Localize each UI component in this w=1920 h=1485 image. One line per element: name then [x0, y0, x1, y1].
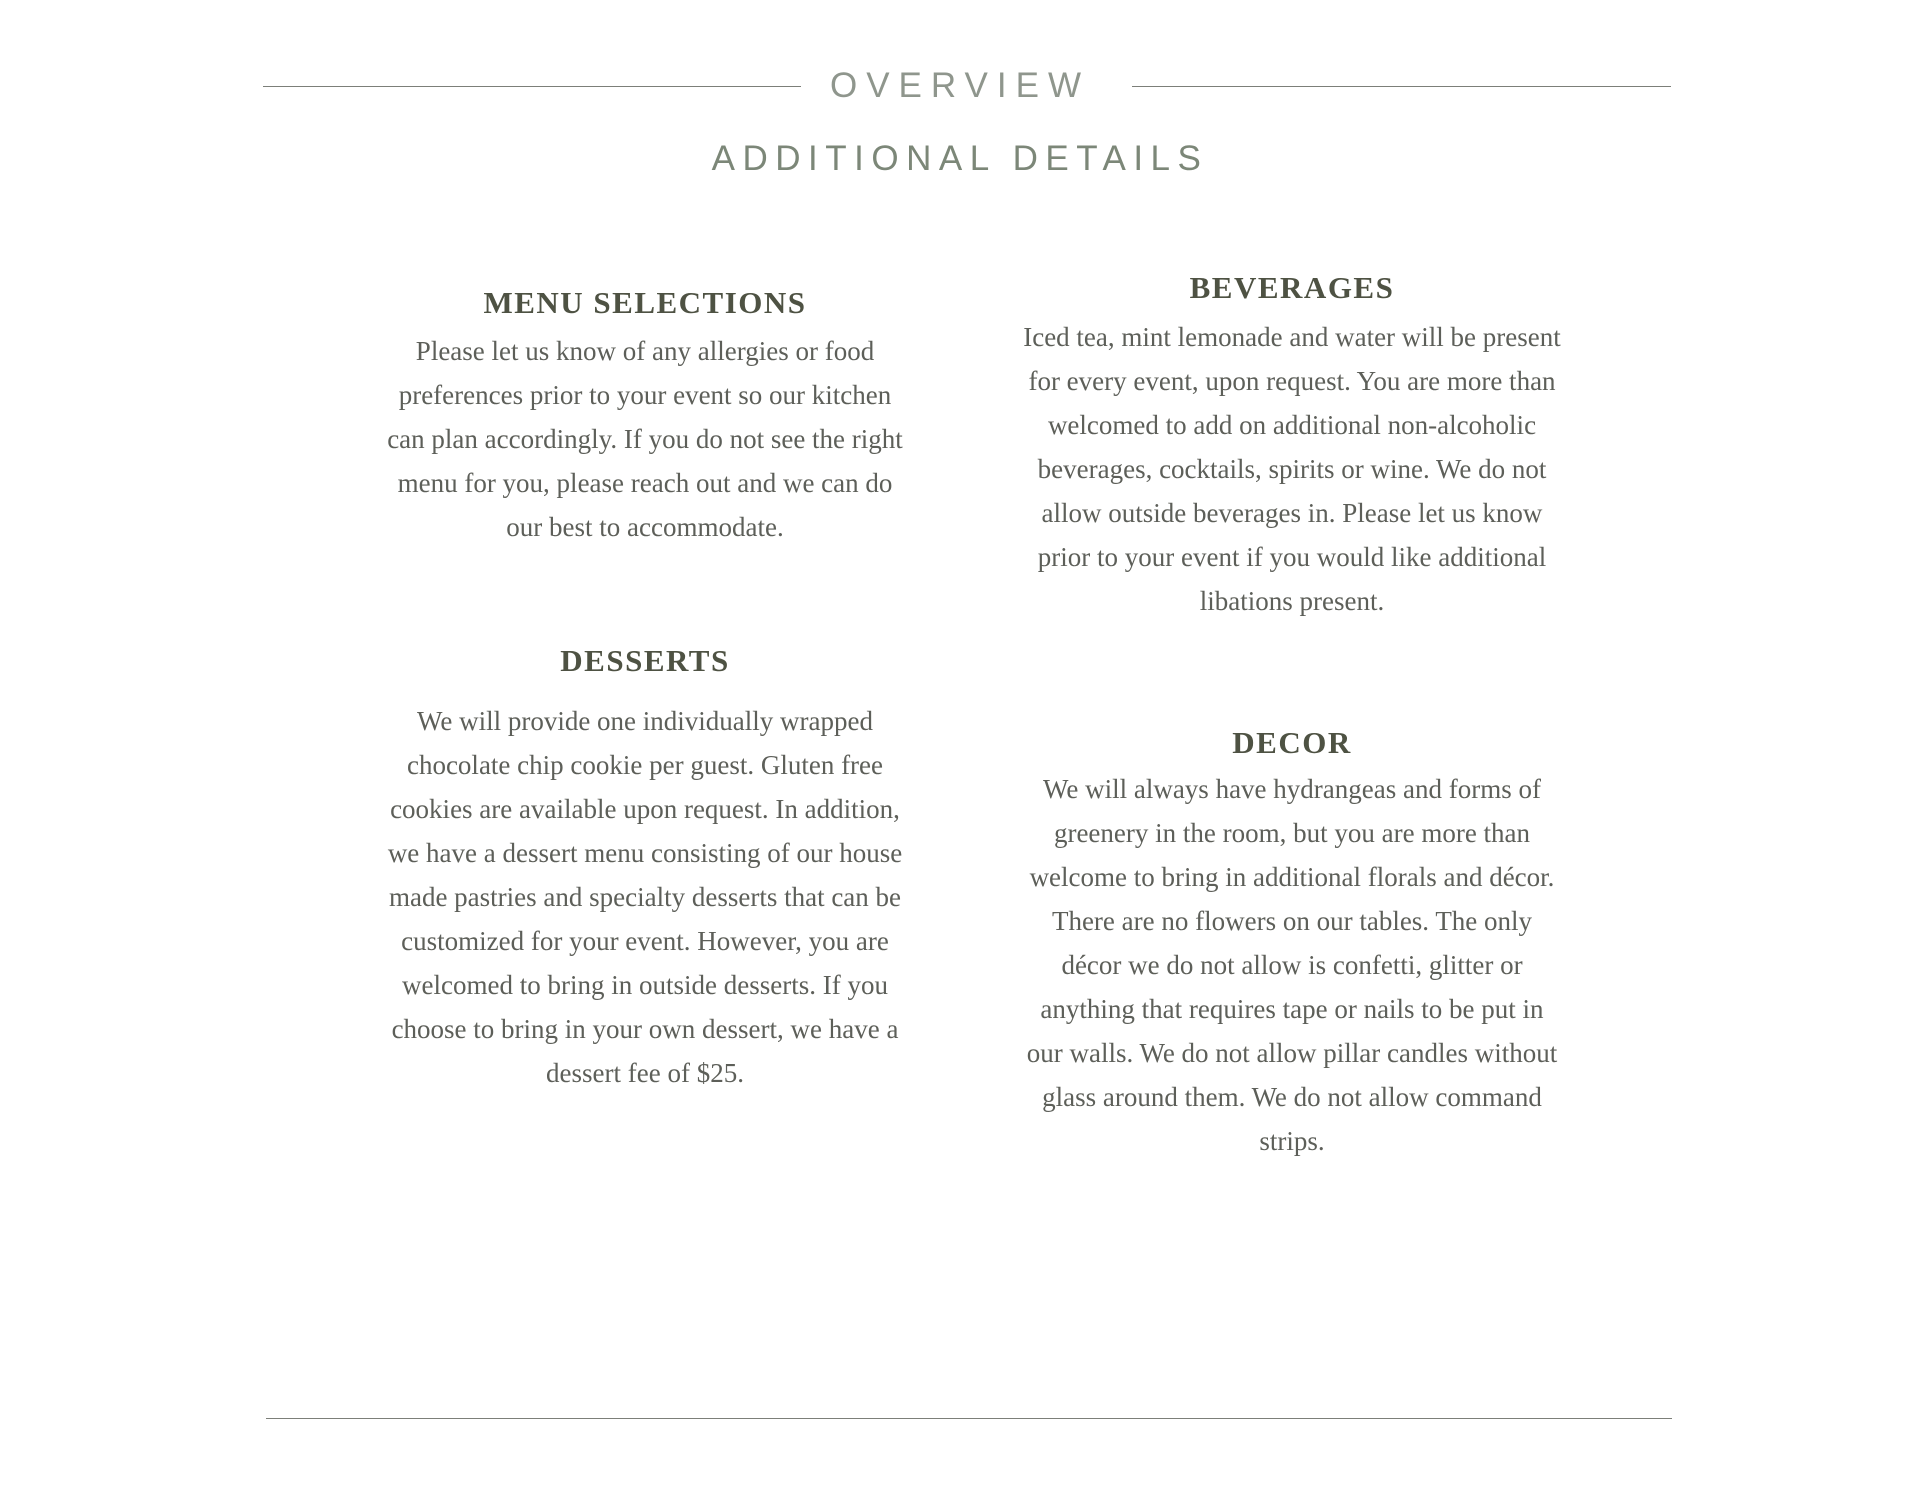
page-title: ADDITIONAL DETAILS [711, 139, 1209, 178]
desserts-section [378, 641, 912, 1095]
menu-selections-section [378, 283, 912, 549]
desserts-body: We will provide one individually wrapped chocolate chip cookie per guest. Gluten free cookies are available upon request. In addition, we have a dessert menu consisting of our house made pastries and specialty desserts that can be customized for your event. However, you are welcomed to bring in outside desserts. If you choose to bring in your own dessert, we have a dessert fee of $25. [387, 706, 903, 1088]
desserts-heading: DESSERTS [560, 643, 730, 678]
decor-heading: DECOR [1232, 725, 1352, 760]
menu-selections-heading: MENU SELECTIONS [483, 285, 807, 320]
footer-rule [266, 1418, 1672, 1419]
beverages-section [1022, 268, 1562, 623]
section-label: OVERVIEW [829, 66, 1090, 105]
decor-section [1022, 723, 1562, 1163]
menu-selections-body: Please let us know of any allergies or food preferences prior to your event so our kitchen can plan accordingly. If you do not see the right menu for you, please reach out and we can do our best to accommodate. [387, 336, 903, 542]
beverages-heading: BEVERAGES [1189, 270, 1395, 305]
beverages-body: Iced tea, mint lemonade and water will be present for every event, upon request. You are more than welcomed to add on additional non-alcoholic beverages, cocktails, spirits or wine. We do not allow outside beverages in. Please let us know prior to your event if you would like additional libations present. [1023, 322, 1561, 616]
decor-body: We will always have hydrangeas and forms of greenery in the room, but you are more than welcome to bring in additional florals and décor. There are no flowers on our tables. The only décor we do not allow is confetti, glitter or anything that requires tape or nails to be put in our walls. We do not allow pillar candles without glass around them. We do not allow command strips. [1026, 774, 1558, 1156]
